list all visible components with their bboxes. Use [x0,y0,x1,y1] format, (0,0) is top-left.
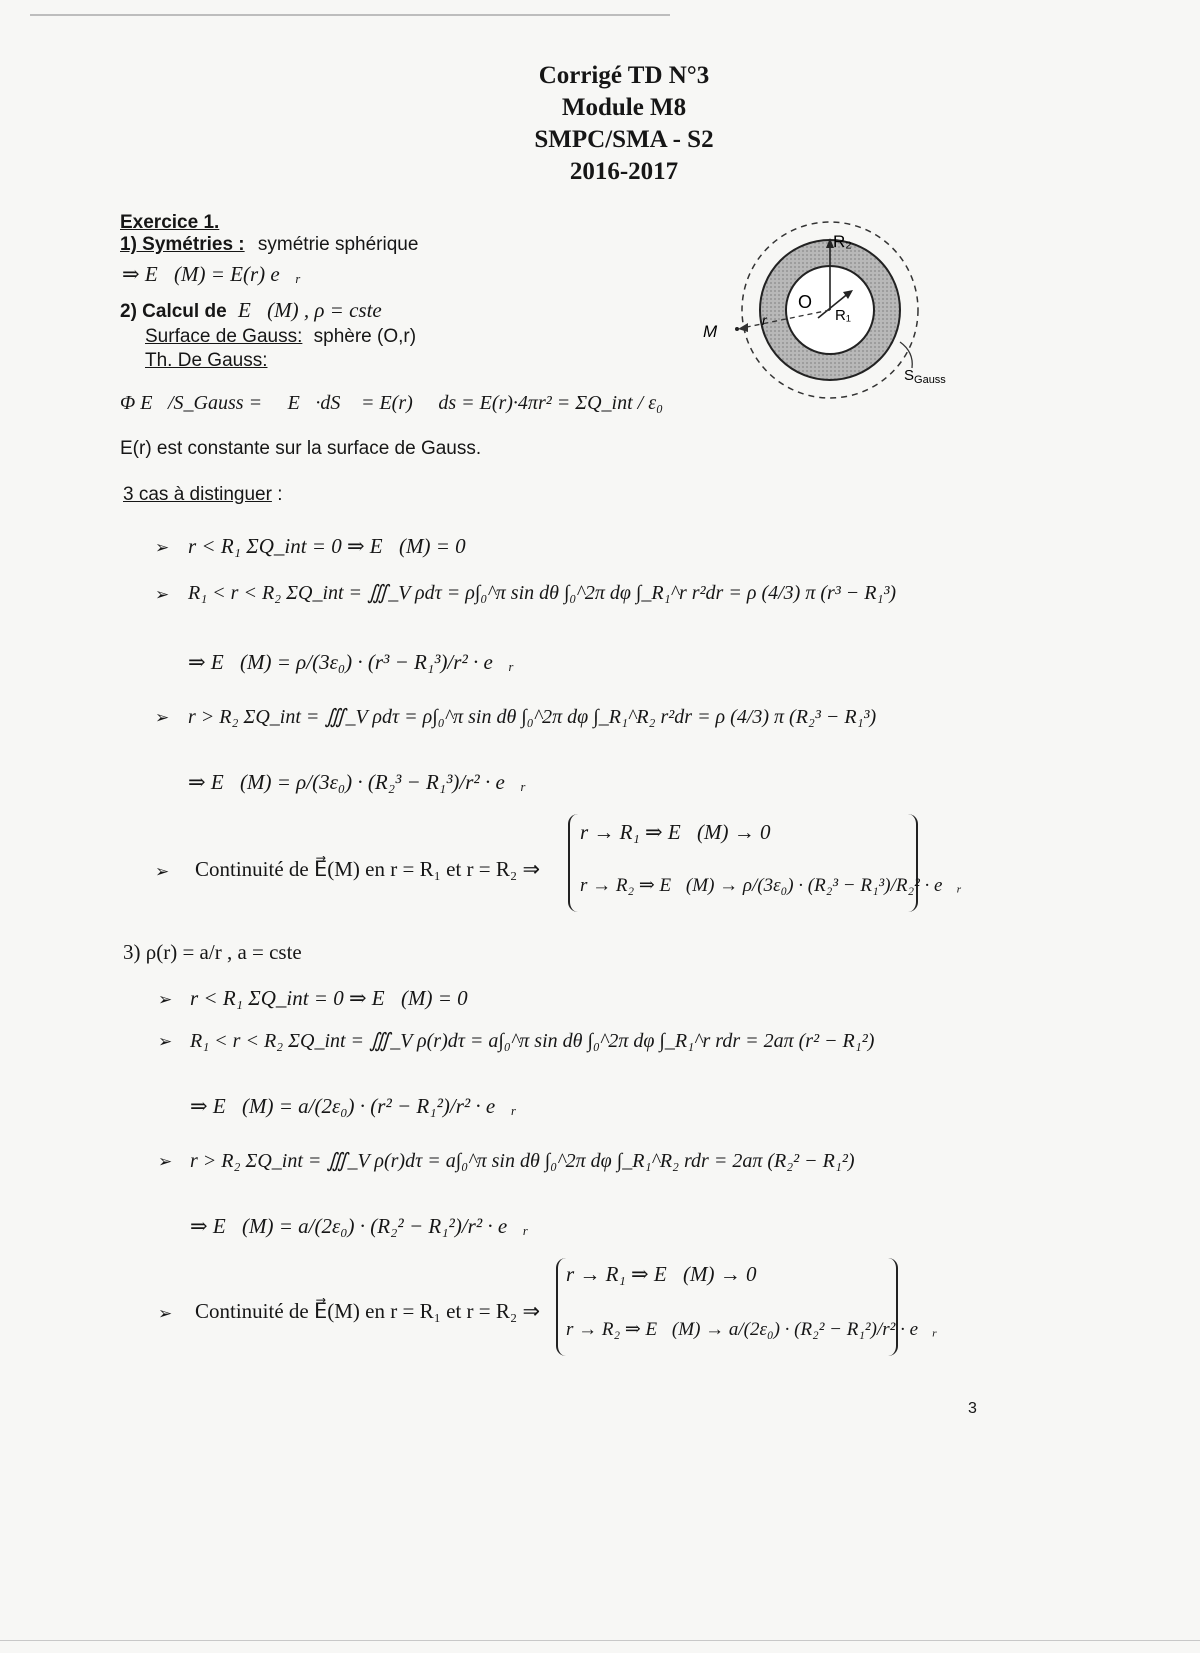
p2-case3: r > R₂ ΣQ_int = ∭_V ρdτ = ρ∫₀^π sin dθ ∫₀^2π dφ ∫_R₁^R₂ r²dr = ρ (4/3) π (R₂³ − R₁³) [188,706,877,728]
p3-continuity-a: r → R₁ ⇒ E⃗(M) → 0⃗ [566,1262,773,1286]
label-sgauss-main: S [904,367,915,384]
p3-heading: 3) ρ(r) = a/r , a = cste [123,940,302,964]
label-sgauss [904,367,946,386]
calc-label: 2) Calcul de [120,301,227,322]
gauss-surface-line [145,326,416,348]
gauss-theorem-label: Th. De Gauss: [145,350,268,371]
label-r: r [762,312,767,328]
label-r2: R₂ [833,232,852,251]
p2-case1: r < R₁ ΣQ_int = 0 ⇒ E⃗(M) = 0⃗ [188,534,482,558]
cases-line [123,484,282,506]
scan-edge-bottom [0,1640,1200,1641]
label-sgauss-sub: Gauss [914,374,946,386]
page-number: 3 [968,1400,977,1417]
symmetry-label: 1) Symétries : [120,234,245,255]
bullet: ➢ [155,585,170,605]
symmetry-line [120,234,418,256]
bullet: ➢ [155,538,170,558]
radius-r-arrowhead [738,323,748,332]
p3-case3: r > R₂ ΣQ_int = ∭_V ρ(r)dτ = a∫₀^π sin dθ ∫₀^2π dφ ∫_R₁^R₂ rdr = 2aπ (R₂² − R₁²) [190,1150,855,1172]
constant-note: E(r) est constante sur la surface de Gauss. [120,438,482,459]
label-r1: R₁ [835,307,851,324]
bullet: ➢ [155,708,170,728]
header-title: Corrigé TD N°3 [538,62,710,89]
p3-continuity: Continuité de E⃗(M) en r = R₁ et r = R₂ ⇒ [195,1299,541,1323]
header-section: SMPC/SMA - S2 [534,126,714,153]
calc-label-math: E⃗(M) , ρ = cste [237,298,382,322]
label-o: O [798,292,813,312]
header-module: Module M8 [561,94,687,121]
p3-case2: R₁ < r < R₂ ΣQ_int = ∭_V ρ(r)dτ = a∫₀^π sin dθ ∫₀^2π dφ ∫_R₁^r rdr = 2aπ (r² − R₁²) [190,1030,875,1052]
bullet: ➢ [158,990,173,1010]
p2-case2-result: ⇒ E⃗(M) = ρ/(3ε₀) · (r³ − R₁³)/r² · e⃗ᵣ [188,650,515,674]
flux-equation: Φ E⃗/S_Gauss = ∯ E⃗·dS⃗ = E(r) ∯ ds = E(r)·4πr² = ΣQ_int / ε₀ [120,392,664,414]
point-m [735,327,739,331]
cases-label: 3 cas à distinguer [123,484,272,505]
p2-continuity-a: r → R₁ ⇒ E⃗(M) → 0⃗ [580,820,787,844]
exercise-title: Exercice 1. [120,212,220,233]
bullet: ➢ [158,1032,173,1052]
header-year: 2016-2017 [569,158,679,185]
document-header [0,60,1200,188]
bullet: ➢ [158,1152,173,1172]
p2-continuity: Continuité de E⃗(M) en r = R₁ et r = R₂ ⇒ [195,857,541,881]
p3-case1: r < R₁ ΣQ_int = 0 ⇒ E⃗(M) = 0⃗ [190,986,484,1010]
symmetry-text: symétrie sphérique [257,234,419,255]
p2-case3-result: ⇒ E⃗(M) = ρ/(3ε₀) · (R₂³ − R₁³)/r² · e⃗ᵣ [188,770,527,794]
bullet: ➢ [155,862,170,882]
p3-case3-result: ⇒ E⃗(M) = a/(2ε₀) · (R₂² − R₁²)/r² · e⃗ᵣ [190,1214,529,1238]
calc-line [120,298,382,323]
gauss-surface-label: Surface de Gauss: [145,326,303,347]
shell-figure [690,210,980,410]
symmetry-result: ⇒ E⃗(M) = E(r) e⃗ᵣ [122,262,302,286]
label-m: M [703,322,718,341]
p3-case2-result: ⇒ E⃗(M) = a/(2ε₀) · (r² − R₁²)/r² · e⃗ᵣ [190,1094,517,1118]
bullet: ➢ [158,1304,173,1324]
p3-continuity-b: r → R₂ ⇒ E⃗(M) → a/(2ε₀) · (R₂² − R₁²)/r² · e⃗ᵣ [566,1319,938,1340]
scan-edge-top [30,14,670,16]
gauss-surface-value: sphère (O,r) [313,326,417,347]
cases-colon: : [271,484,283,505]
p2-case2: R₁ < r < R₂ ΣQ_int = ∭_V ρdτ = ρ∫₀^π sin dθ ∫₀^2π dφ ∫_R₁^r r²dr = ρ (4/3) π (r³ − R₁³) [188,582,897,604]
p2-continuity-b: r → R₂ ⇒ E⃗(M) → ρ/(3ε₀) · (R₂³ − R₁³)/R₂² · e⃗ᵣ [580,875,962,896]
